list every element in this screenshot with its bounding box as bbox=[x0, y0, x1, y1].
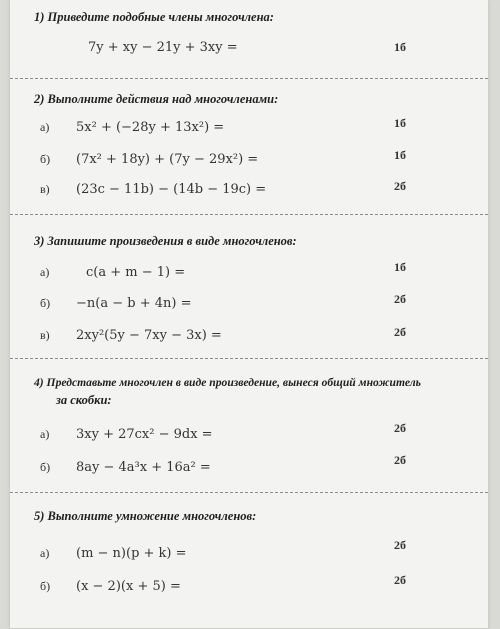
task-2-item-c-label: в) bbox=[40, 182, 50, 196]
task-1-points: 1б bbox=[394, 40, 406, 54]
task-3 bbox=[10, 214, 488, 359]
task-3-item-a-label: а) bbox=[40, 265, 50, 279]
task-2-item-b-label: б) bbox=[40, 152, 51, 166]
task-5-item-a-points: 2б bbox=[394, 538, 406, 552]
task-2-item-c-expression: (23c − 11b) − (14b − 19c) = bbox=[76, 182, 267, 197]
task-2-item-b-expression: (7x² + 18y) + (7y − 29x²) = bbox=[76, 152, 259, 167]
task-5-item-b-expression: (x − 2)(x + 5) = bbox=[76, 579, 181, 594]
task-1-expression: 7y + xy − 21y + 3xy = bbox=[88, 40, 238, 55]
task-3-item-b-label: б) bbox=[40, 296, 51, 310]
task-4-heading-continuation: за скобки: bbox=[56, 393, 112, 407]
task-1 bbox=[10, 0, 488, 78]
task-2 bbox=[10, 78, 488, 215]
task-3-item-c-label: в) bbox=[40, 328, 50, 342]
worksheet-page bbox=[10, 0, 488, 628]
task-3-item-a-points: 1б bbox=[394, 260, 406, 274]
task-5-item-a-expression: (m − n)(p + k) = bbox=[76, 546, 187, 561]
task-2-item-c-points: 2б bbox=[394, 179, 406, 193]
task-2-heading: 2) Выполните действия над многочленами: bbox=[34, 92, 279, 106]
task-5-heading: 5) Выполните умножение многочленов: bbox=[34, 509, 257, 523]
task-5 bbox=[10, 492, 488, 629]
task-4-item-a-label: а) bbox=[40, 427, 50, 441]
task-5-item-b-points: 2б bbox=[394, 573, 406, 587]
task-5-item-b-label: б) bbox=[40, 579, 51, 593]
task-4-item-b-points: 2б bbox=[394, 453, 406, 467]
task-2-item-b-points: 1б bbox=[394, 148, 406, 162]
task-3-heading: 3) Запишите произведения в виде многочленов: bbox=[34, 234, 297, 248]
task-3-item-a-expression: c(a + m − 1) = bbox=[86, 265, 186, 280]
task-4-heading: 4) Представьте многочлен в виде произведение, вынеся общий множитель bbox=[34, 376, 421, 389]
task-3-item-b-expression: −n(a − b + 4n) = bbox=[76, 296, 192, 311]
task-3-item-b-points: 2б bbox=[394, 292, 406, 306]
task-1-heading: 1) Приведите подобные члены многочлена: bbox=[34, 10, 274, 24]
task-4-item-a-points: 2б bbox=[394, 421, 406, 435]
task-3-item-c-points: 2б bbox=[394, 325, 406, 339]
task-5-item-a-label: а) bbox=[40, 546, 50, 560]
task-4 bbox=[10, 358, 488, 493]
task-2-item-a-points: 1б bbox=[394, 116, 406, 130]
task-2-item-a-label: а) bbox=[40, 120, 50, 134]
task-4-item-a-expression: 3xy + 27cx² − 9dx = bbox=[76, 427, 213, 442]
task-2-item-a-expression: 5x² + (−28y + 13x²) = bbox=[76, 120, 225, 135]
task-3-item-c-expression: 2xy²(5y − 7xy − 3x) = bbox=[76, 328, 222, 343]
task-4-item-b-label: б) bbox=[40, 460, 51, 474]
task-4-item-b-expression: 8ay − 4a³x + 16a² = bbox=[76, 460, 211, 475]
